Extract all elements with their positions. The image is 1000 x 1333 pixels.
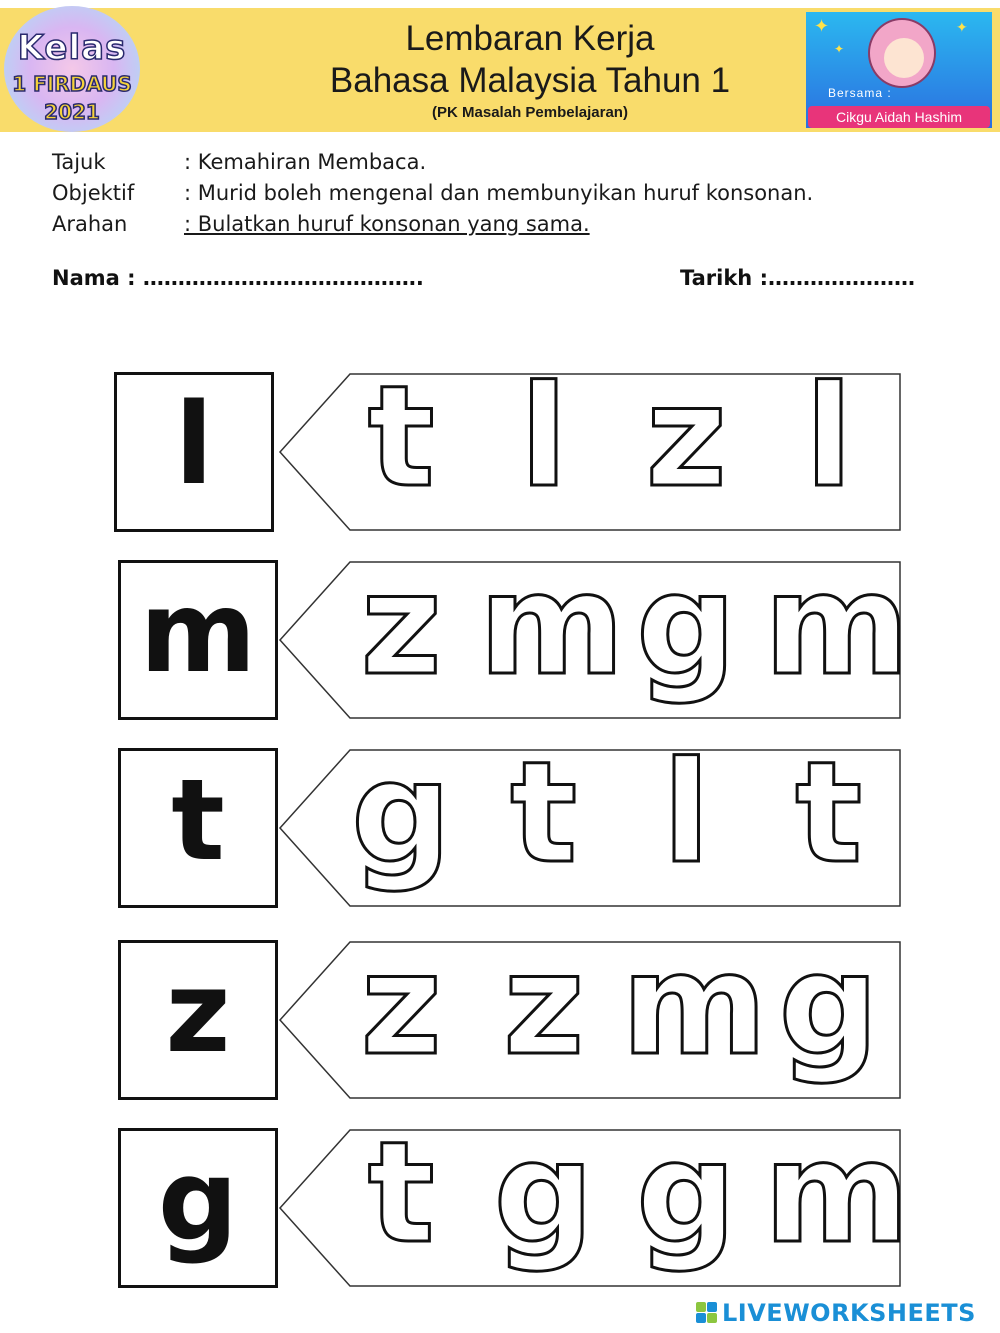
choices-group [330, 356, 900, 532]
choice-letter[interactable]: z [360, 544, 442, 707]
choice-letter[interactable]: l [519, 356, 568, 519]
choices-group [330, 1112, 910, 1288]
brand-text: LIVEWORKSHEETS [722, 1299, 976, 1327]
liveworksheets-brand[interactable] [696, 1298, 976, 1328]
teacher-avatar-icon [868, 18, 936, 88]
date-field[interactable]: Tarikh :………………… [680, 266, 915, 290]
exercise-row [0, 356, 1000, 532]
info-arahan [52, 212, 590, 236]
choices-group [330, 732, 900, 908]
exercise-row [0, 732, 1000, 908]
exercise-row [0, 1112, 1000, 1288]
page-title: Lembaran Kerja [405, 19, 655, 58]
choice-letter[interactable]: t [510, 732, 578, 895]
sparkle-icon: ✦ [834, 42, 845, 56]
key-letter-box [118, 940, 278, 1100]
key-letter: z [165, 948, 231, 1078]
logo-line-1: Kelas [17, 28, 127, 68]
choice-letter[interactable]: g [351, 732, 452, 895]
objektif-label: Objektif [52, 181, 135, 205]
class-logo [4, 6, 140, 132]
choice-letter[interactable]: l [662, 732, 711, 895]
choice-letter[interactable]: g [778, 924, 879, 1087]
key-letter-box [118, 748, 278, 908]
choice-letter[interactable]: t [795, 732, 863, 895]
choice-letter[interactable]: z [360, 924, 442, 1087]
liveworksheets-logo-icon [696, 1302, 718, 1324]
arahan-label: Arahan [52, 212, 128, 236]
choice-letter[interactable]: g [493, 1112, 594, 1275]
key-letter: l [174, 380, 214, 510]
title-block [270, 18, 790, 121]
choice-letter[interactable]: m [763, 1112, 910, 1275]
choice-letter[interactable]: g [636, 1112, 737, 1275]
tajuk-label: Tajuk [52, 150, 106, 174]
info-tajuk [52, 150, 426, 174]
choice-letter[interactable]: z [503, 924, 585, 1087]
objektif-value: : Murid boleh mengenal dan membunyikan huruf konsonan. [184, 181, 814, 205]
choice-letter[interactable]: m [621, 924, 768, 1087]
choice-letter[interactable]: t [367, 1112, 435, 1275]
key-letter: m [139, 568, 257, 698]
arahan-value: : Bulatkan huruf konsonan yang sama. [184, 212, 590, 236]
choice-letter[interactable]: l [804, 356, 853, 519]
choices-group [330, 544, 910, 720]
teacher-logo [804, 10, 994, 130]
exercise-row [0, 544, 1000, 720]
sparkle-icon: ✦ [814, 16, 830, 37]
logo-line-2: 1 FIRDAUS [12, 72, 132, 96]
key-letter-box [114, 372, 274, 532]
key-letter: g [157, 1136, 239, 1266]
name-field[interactable]: Nama : …………………………………. [52, 266, 424, 290]
key-letter-box [118, 560, 278, 720]
tajuk-value: : Kemahiran Membaca. [184, 150, 427, 174]
teacher-name: Cikgu Aidah Hashim [808, 106, 990, 128]
page-title-2: Bahasa Malaysia Tahun 1 [329, 61, 731, 100]
sparkle-icon: ✦ [956, 20, 968, 36]
exercise-row [0, 924, 1000, 1100]
page-subtitle: (PK Masalah Pembelajaran) [432, 104, 628, 121]
choice-letter[interactable]: m [763, 544, 910, 707]
key-letter-box [118, 1128, 278, 1288]
choice-letter[interactable]: z [645, 356, 727, 519]
logo-line-3: 2021 [44, 100, 100, 124]
key-letter: t [171, 756, 225, 886]
info-objektif [52, 181, 813, 205]
choice-letter[interactable]: g [636, 544, 737, 707]
choice-letter[interactable]: m [478, 544, 625, 707]
choice-letter[interactable]: t [367, 356, 435, 519]
bersama-label: Bersama : [828, 86, 892, 100]
choices-group [330, 924, 900, 1100]
